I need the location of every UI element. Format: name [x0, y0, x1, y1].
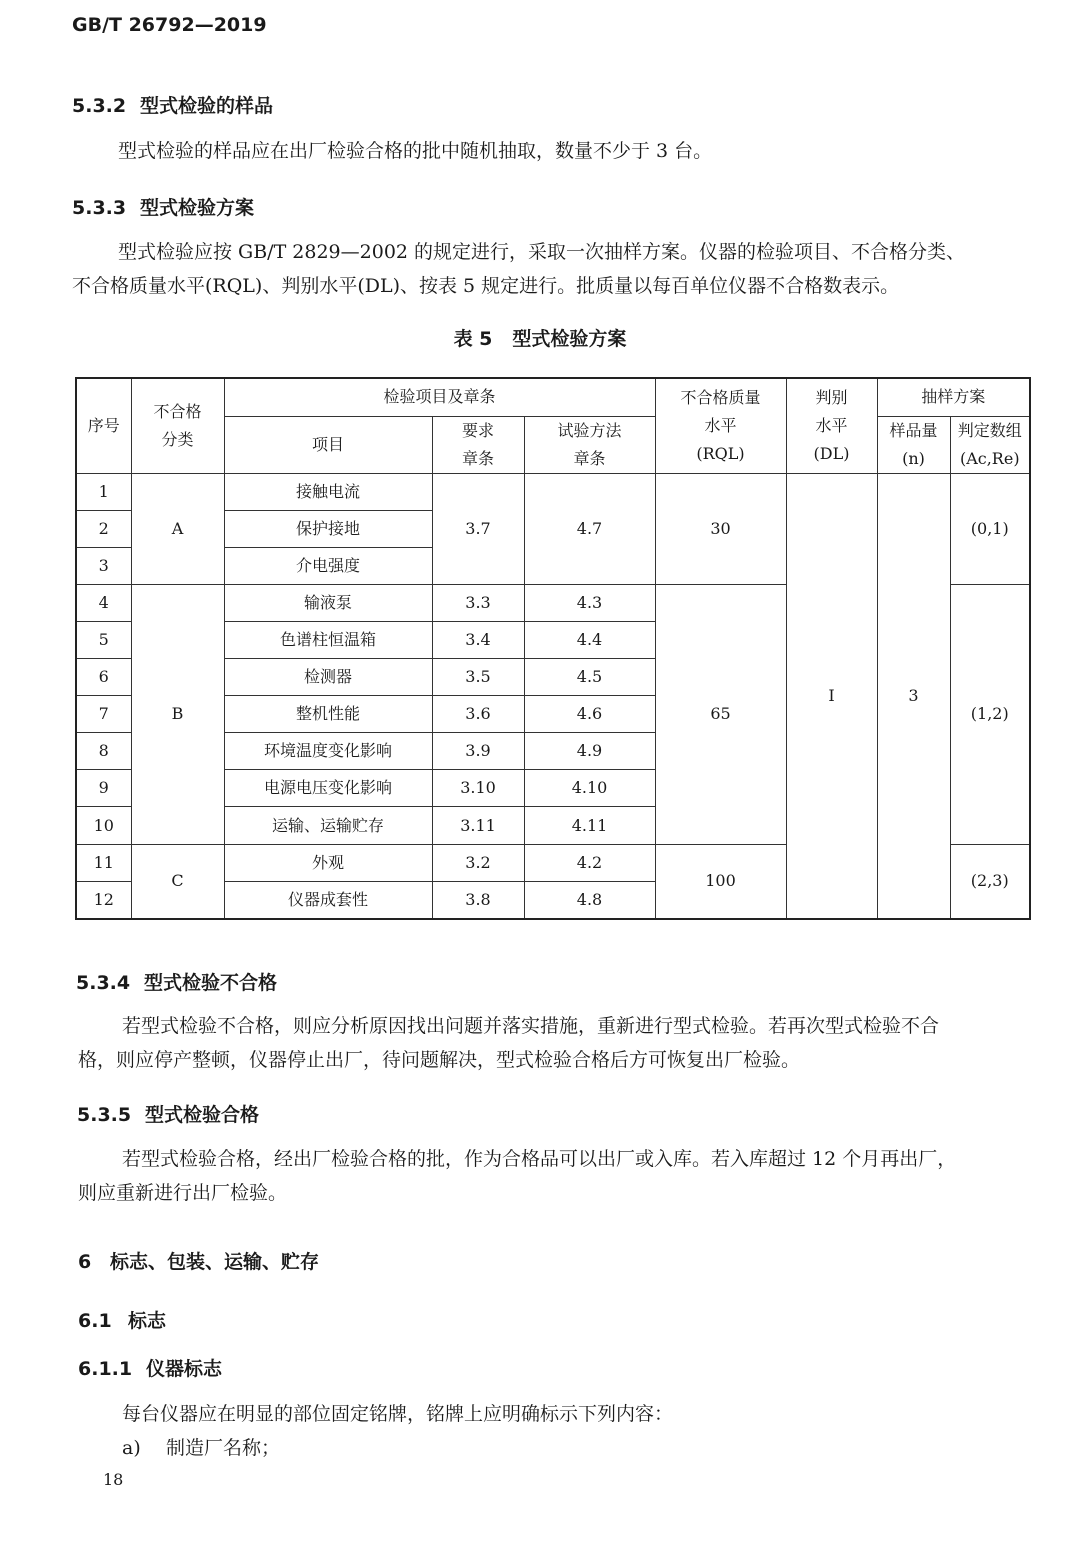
header-rql: 不合格质量 水平 (RQL)	[655, 378, 786, 473]
section-6-1-1-text: 每台仪器应在明显的部位固定铭牌，铭牌上应明确标示下列内容：	[122, 1403, 674, 1425]
cell-seq: 9	[76, 770, 131, 807]
cell-seq: 3	[76, 547, 131, 584]
cell-seq: 11	[76, 844, 131, 881]
list-item-text: 制造厂名称；	[166, 1437, 281, 1459]
cell-method: 4.4	[524, 621, 655, 658]
header-item: 项目	[224, 416, 432, 473]
cell-seq: 6	[76, 659, 131, 696]
header-class: 不合格 分类	[131, 378, 224, 473]
cell-seq: 12	[76, 881, 131, 919]
cell-method: 4.8	[524, 881, 655, 919]
section-number: 6.1.1	[78, 1358, 133, 1380]
section-title: 型式检验的样品	[140, 95, 274, 117]
cell-seq: 8	[76, 733, 131, 770]
cell-method: 4.5	[524, 659, 655, 696]
cell-class-c: C	[131, 844, 224, 919]
header-seq: 序号	[76, 378, 131, 473]
header-sampling: 抽样方案	[877, 378, 1030, 416]
cell-item: 色谱柱恒温箱	[224, 621, 432, 658]
cell-req: 3.6	[432, 696, 524, 733]
cell-req: 3.4	[432, 621, 524, 658]
section-title: 型式检验不合格	[144, 972, 278, 994]
cell-method: 4.11	[524, 807, 655, 844]
cell-seq: 4	[76, 584, 131, 621]
cell-req: 3.3	[432, 584, 524, 621]
cell-item: 保护接地	[224, 510, 432, 547]
section-number: 5.3.5	[77, 1104, 132, 1126]
cell-seq: 5	[76, 621, 131, 658]
cell-item: 检测器	[224, 659, 432, 696]
chapter-number: 6	[78, 1251, 92, 1273]
cell-req: 3.9	[432, 733, 524, 770]
table-caption-number: 表 5	[453, 328, 493, 350]
cell-method: 4.2	[524, 844, 655, 881]
chapter-title: 标志、包装、运输、贮存	[110, 1251, 320, 1273]
cell-dl: I	[786, 473, 877, 919]
section-title: 仪器标志	[146, 1358, 223, 1380]
section-6-1-1-heading	[78, 1354, 222, 1381]
cell-method: 4.6	[524, 696, 655, 733]
section-number: 5.3.4	[76, 972, 131, 994]
cell-req: 3.8	[432, 881, 524, 919]
table-row	[76, 473, 1030, 510]
cell-rql-b: 65	[655, 584, 786, 844]
cell-rql-c: 100	[655, 844, 786, 919]
section-5-3-3-heading	[72, 193, 254, 220]
section-title: 型式检验方案	[140, 197, 255, 219]
header-items-group: 检验项目及章条	[224, 378, 655, 416]
cell-class-a: A	[131, 473, 224, 584]
table-caption	[0, 324, 1080, 351]
section-number: 6.1	[78, 1310, 112, 1332]
section-5-3-2-text: 型式检验的样品应在出厂检验合格的批中随机抽取，数量不少于 3 台。	[118, 140, 713, 162]
section-number: 5.3.2	[72, 95, 127, 117]
cell-seq: 10	[76, 807, 131, 844]
cell-method: 4.10	[524, 770, 655, 807]
header-req: 要求 章条	[432, 416, 524, 473]
cell-item: 电源电压变化影响	[224, 770, 432, 807]
cell-req: 3.5	[432, 659, 524, 696]
cell-method: 4.3	[524, 584, 655, 621]
cell-seq: 1	[76, 473, 131, 510]
section-6-1-heading	[78, 1306, 166, 1333]
section-title: 标志	[128, 1310, 167, 1332]
table-caption-title: 型式检验方案	[512, 328, 627, 350]
cell-item: 外观	[224, 844, 432, 881]
cell-acre-c: (2,3)	[950, 844, 1030, 919]
section-number: 5.3.3	[72, 197, 127, 219]
cell-item: 整机性能	[224, 696, 432, 733]
cell-acre-b: (1,2)	[950, 584, 1030, 844]
cell-sample-size: 3	[877, 473, 950, 919]
cell-method-a: 4.7	[524, 473, 655, 584]
chapter-6-heading	[78, 1247, 319, 1274]
inspection-plan-table	[75, 377, 1031, 920]
section-5-3-3-line2: 不合格质量水平(RQL)、判别水平(DL)、按表 5 规定进行。批质量以每百单位仪器不合格数表示。	[72, 275, 900, 297]
section-5-3-4-heading	[76, 968, 277, 995]
cell-acre-a: (0,1)	[950, 473, 1030, 584]
section-5-3-5-line1: 若型式检验合格，经出厂检验合格的批，作为合格品可以出厂或入库。若入库超过 12 个月再出厂，	[122, 1148, 957, 1170]
section-5-3-4-line2: 格，则应停产整顿，仪器停止出厂，待问题解决，型式检验合格后方可恢复出厂检验。	[78, 1049, 801, 1071]
list-item	[122, 1432, 280, 1465]
cell-item: 环境温度变化影响	[224, 733, 432, 770]
cell-item: 介电强度	[224, 547, 432, 584]
cell-class-b: B	[131, 584, 224, 844]
section-5-3-3-line1: 型式检验应按 GB/T 2829—2002 的规定进行，采取一次抽样方案。仪器的检验项目、不合格分类、	[118, 241, 966, 263]
header-method: 试验方法 章条	[524, 416, 655, 473]
cell-rql-a: 30	[655, 473, 786, 584]
header-acre: 判定数组 (Ac,Re)	[950, 416, 1030, 473]
header-sample-size: 样品量 (n)	[877, 416, 950, 473]
cell-req: 3.10	[432, 770, 524, 807]
cell-item: 仪器成套性	[224, 881, 432, 919]
cell-req-a: 3.7	[432, 473, 524, 584]
cell-item: 运输、运输贮存	[224, 807, 432, 844]
cell-seq: 2	[76, 510, 131, 547]
section-5-3-4-line1: 若型式检验不合格，则应分析原因找出问题并落实措施，重新进行型式检验。若再次型式检验不合	[122, 1015, 940, 1037]
cell-method: 4.9	[524, 733, 655, 770]
section-title: 型式检验合格	[145, 1104, 260, 1126]
cell-seq: 7	[76, 696, 131, 733]
list-item-label: a)	[122, 1437, 141, 1459]
cell-req: 3.11	[432, 807, 524, 844]
cell-item: 输液泵	[224, 584, 432, 621]
section-5-3-2-heading	[72, 91, 273, 118]
page-number: 18	[103, 1470, 124, 1489]
section-5-3-5-line2: 则应重新进行出厂检验。	[78, 1182, 288, 1204]
section-5-3-5-heading	[77, 1100, 259, 1127]
standard-id: GB/T 26792—2019	[72, 14, 267, 36]
cell-item: 接触电流	[224, 473, 432, 510]
header-dl: 判别 水平 (DL)	[786, 378, 877, 473]
cell-req: 3.2	[432, 844, 524, 881]
